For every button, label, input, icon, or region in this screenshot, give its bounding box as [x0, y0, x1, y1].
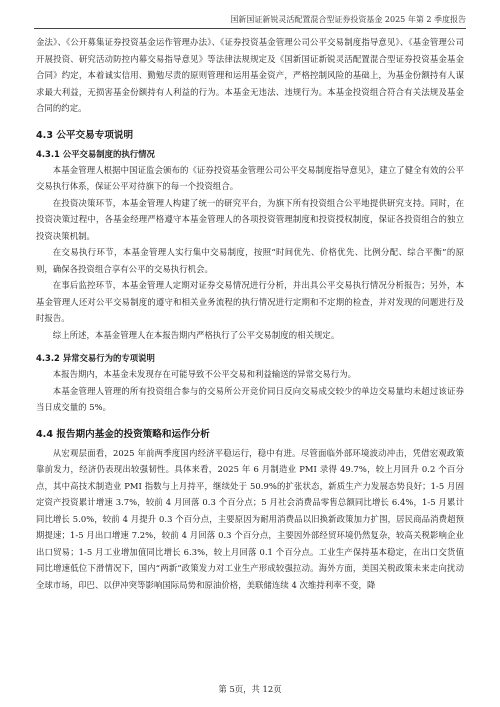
paragraph-4-3-1-3: 在交易执行环节，本基金管理人实行集中交易制度，按照“时间优先、价格优先、比例分配、综合平衡”的原则，确保各投资组合享有公平的交易执行机会。 — [36, 247, 464, 274]
subsection-heading-4-3-2: 4.3.2 异常交易行为的专项说明 — [36, 353, 155, 363]
paragraph-4-3-2-1: 本报告期内，本基金未发现存在可能导致不公平交易和利益输送的异常交易行为。 — [52, 369, 357, 379]
paragraph-4-3-1-4: 在事后监控环节，本基金管理人定期对证券交易情况进行分析，并出具公平交易执行情况分析报告；另外，本基金管理人还对公平交易制度的遵守和相关业务流程的执行情况进行定期和不定期的检查，并对发现的问题进行及时报告。 — [36, 280, 464, 323]
paragraph-4-3-1-2: 在投资决策环节，本基金管理人构建了统一的研究平台，为旗下所有投资组合公平地提供研究支持。同时，在投资决策过程中，各基金经理严格遵守本基金管理人的各项投资管理制度和投资授权制度，保证各投资组合的独立投资决策机制。 — [36, 197, 464, 241]
subsection-heading-4-3-1: 4.3.1 公平交易制度的执行情况 — [36, 148, 155, 159]
paragraph-4-4-1: 从宏观层面看，2025 年前两季度国内经济平稳运行，稳中有进。尽管面临外部环境波动冲击，凭借宏观政策靠前发力，经济仍表现出较强韧性。具体来看，2025 年 6 月制造业 PMI 录得 49.7%，较上月回升 0.2 个百分点，其中高技术制造业 PMI 指数与上月持平，继续处于 50.9%的扩张状态，新质生产力发展态势良好；1-5 月固定资产投资累计增速 3.7%，较前 4 月回落 0.3 个百分点；5 月社会消费品零售总额同比增长 6.4%，1-5 月累计同比增长 5.0%，较前 4 月提升 0.3 个百分点，主要原因为耐用消费品以旧换新政策加力扩围，居民商品消费超预期提速；1-5 月出口增速 7.2%，较前 4 月回落 0.3 个百分点，主要因外部经贸环境仍然复杂，较高关税影响企业出口贸易；1-5 月工业增加值同比增长 6.3%，较上月回落 0.1 个百分点。工业生产保持基本稳定，在出口交货值同比增速低位下滑情况下，国内“两新”政策发力对工业生产形成较强拉动。海外方面，美国关税政策未来走向扰动全球市场，印巴、以伊冲突等影响国际局势和原油价格，美联储连续 4 次维持利率不变，降 — [36, 447, 464, 590]
paragraph-4-3-1-5: 综上所述，本基金管理人在本报告期内严格执行了公平交易制度的相关规定。 — [52, 329, 340, 340]
page-header: 国新国证新锐灵活配置混合型证券投资基金 2025 年第 2 季度报告 — [230, 15, 466, 24]
document-body — [36, 34, 464, 593]
section-heading-4-3: 4.3 公平交易专项说明 — [36, 129, 134, 141]
header-rule — [34, 28, 466, 29]
section-heading-4-4: 4.4 报告期内基金的投资策略和运作分析 — [36, 428, 210, 440]
paragraph-4-3-1-1: 本基金管理人根据中国证监会颁布的《证券投资基金管理公司公平交易制度指导意见》，建立了健全有效的公平交易执行体系，保证公平对待旗下的每一个投资组合。 — [36, 164, 464, 191]
page-footer: 第 5页，共 12页 — [218, 684, 282, 694]
paragraph-intro: 金法》、《公开募集证券投资基金运作管理办法》、《证券投资基金管理公司公平交易制度指导意见》、《基金管理公司开展投资、研究活动防控内幕交易指导意见》等法律法规规定及《国新国证新锐灵活配置混合型证券投资基金基金合同》约定，本着诚实信用、勤勉尽责的原则管理和运用基金资产，严格控制风险的基础上，为基金份额持有人谋求最大利益，无损害基金份额持有人利益的行为。本基金无违法、违规行为。本基金投资组合符合有关法规及基金合同的约定。 — [36, 37, 464, 113]
paragraph-4-3-2-2: 本基金管理人管理的所有投资组合参与的交易所公开竞价同日反向交易成交较少的单边交易量均未超过该证券当日成交量的 5%。 — [36, 385, 464, 412]
